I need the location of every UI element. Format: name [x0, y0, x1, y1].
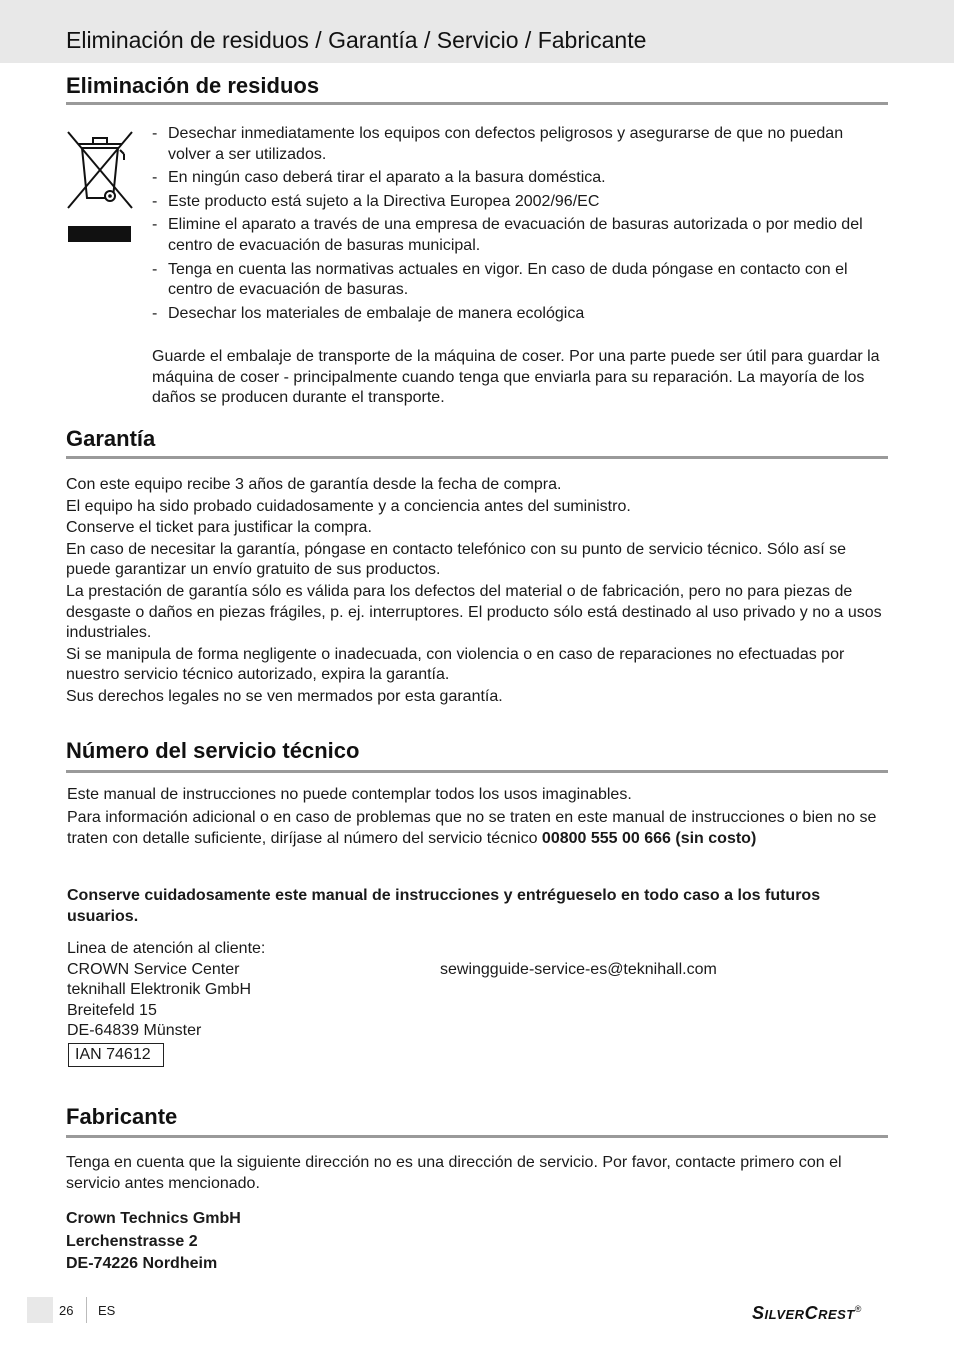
paragraph: Conserve el ticket para justificar la compra. [66, 519, 372, 537]
footer-divider [86, 1297, 87, 1323]
garantia-body [66, 475, 888, 708]
list-item: - Desechar los materiales de embalaje de manera ecológica [150, 304, 890, 325]
servicio-contact-text: Para información adicional o en caso de problemas que no se traten en este manual de instrucciones o bien no se traten con detalle suficiente, diríjase al número del servicio técnico [67, 809, 877, 847]
section-title-servicio: Número del servicio técnico [66, 738, 360, 763]
paragraph: En caso de necesitar la garantía, póngase en contacto telefónico con su punto de servicio técnico. Sólo así se puede garantizar un envío gratuito de sus productos. [66, 540, 847, 579]
page-header-title: Eliminación de residuos / Garantía / Servicio / Fabricante [66, 27, 647, 53]
paragraph: El equipo ha sido probado cuidadosamente y a conciencia antes del suministro. [66, 497, 631, 515]
registered-mark: ® [854, 1304, 862, 1314]
list-item: - Desechar inmediatamente los equipos con defectos peligrosos y asegurarse de que no puedan volver a ser utilizados. [150, 124, 890, 165]
address-line: Lerchenstrasse 2 [66, 1232, 198, 1250]
manufacturer-address [66, 1208, 241, 1276]
address-line: DE-74226 Nordheim [66, 1255, 218, 1272]
service-email: sewingguide-service-es@teknihall.com [440, 961, 717, 978]
list-item: - En ningún caso deberá tirar el aparato a la basura doméstica. [150, 168, 890, 189]
servicio-notice: Conserve cuidadosamente este manual de instrucciones y entrégueselo en todo caso a los futuros usuarios. [67, 887, 821, 925]
paragraph: Si se manipula de forma negligente o inadecuada, con violencia o en caso de reparaciones no efectuadas por nuestro servicio técnico autorizado, expira la garantía. [66, 645, 845, 684]
address-line: CROWN Service Center [67, 960, 240, 978]
section-divider [66, 102, 888, 105]
section-title-fabricante: Fabricante [66, 1104, 178, 1129]
list-item: - Este producto está sujeto a la Directiva Europea 2002/96/EC [150, 192, 890, 213]
servicio-intro: Este manual de instrucciones no puede contemplar todos los usos imaginables. [67, 786, 632, 803]
language-code: ES [98, 1303, 116, 1318]
address-line: teknihall Elektronik GmbH [67, 981, 252, 999]
footer-tab [27, 1297, 53, 1323]
crossed-out-wheelie-bin-icon [66, 128, 134, 216]
address-line: Breitefeld 15 [67, 1001, 157, 1019]
section-divider [66, 1135, 888, 1138]
address-line: Linea de atención al cliente: [67, 940, 266, 957]
ian-badge: IAN 74612 [68, 1043, 164, 1067]
list-item: - Elimine el aparato a través de una empresa de evacuación de basuras autorizada o por medio del centro de evacuación de basuras municipal. [150, 215, 890, 256]
servicio-contact-paragraph [67, 808, 889, 849]
page-number: 26 [59, 1303, 74, 1318]
service-phone-number: 00800 555 00 666 (sin costo) [541, 829, 757, 847]
brand-name: SilverCrest [752, 1303, 855, 1323]
section-divider [66, 770, 888, 773]
paragraph: Con este equipo recibe 3 años de garantía desde la fecha de compra. [66, 476, 562, 493]
address-line: DE-64839 Münster [67, 1022, 202, 1040]
section-divider [66, 456, 888, 459]
list-item: - Tenga en cuenta las normativas actuales en vigor. En caso de duda póngase en contacto con el centro de evacuación de basuras. [150, 260, 890, 301]
fabricante-paragraph: Tenga en cuenta que la siguiente dirección no es una dirección de servicio. Por favor, contacte primero con el servicio antes mencionado. [66, 1154, 842, 1192]
paragraph: La prestación de garantía sólo es válida para los defectos del material o de fabricación, pero no para piezas de desgaste o daños en piezas frágiles, p. ej. interruptores. El producto sólo está destinado al uso privado y no a usos industriales. [66, 582, 882, 642]
section-title-garantia: Garantía [66, 426, 156, 451]
address-line: Crown Technics GmbH [66, 1210, 241, 1227]
service-address [67, 939, 407, 1042]
section-title-eliminacion: Eliminación de residuos [66, 73, 320, 98]
weee-black-bar [68, 226, 131, 242]
eliminacion-bullet-list [150, 124, 890, 327]
eliminacion-paragraph: Guarde el embalaje de transporte de la máquina de coser. Por una parte puede ser útil para guardar la máquina de coser - principalmente cuando tenga que enviarla para su reparación. La mayoría de los daños se producen durante el transporte. [152, 348, 880, 407]
brand-logo [752, 1303, 862, 1324]
paragraph: Sus derechos legales no se ven mermados por esta garantía. [66, 687, 503, 705]
